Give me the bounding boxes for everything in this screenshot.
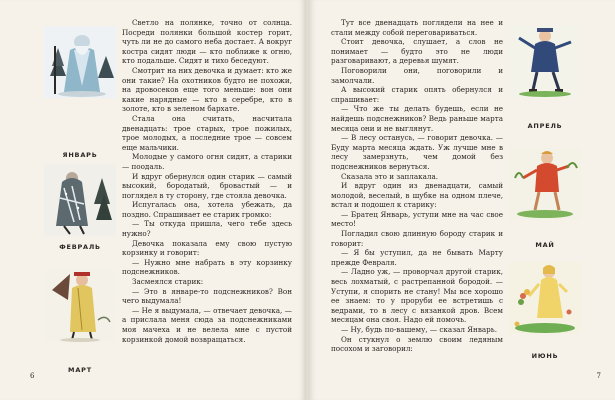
paragraph: — Нужно мне набрать в эту корзинку подснежников. <box>122 257 292 277</box>
right-page <box>309 0 615 400</box>
paragraph: Он стукнул о землю своим ледяным посохом и заговорил: <box>331 334 503 354</box>
paragraph: — В лесу останусь, — говорит девочка. — Буду марта месяца ждать. Уж лучше мне в лесу замерзнуть, чем домой без подснежников вернуться. <box>331 133 503 171</box>
april-illustration <box>509 26 581 98</box>
paragraph: Поговорили они, поговорили и замолчали. <box>331 65 503 85</box>
paragraph: Погладил свою длинную бороду старик и говорит: <box>331 229 503 248</box>
right-page-text <box>331 18 503 354</box>
paragraph: — Не я выдумала, — отвечает девочка, — а прислала меня сюда за подснежниками моя мачеха и не велела мне с пустой корзинкой домой возвращаться. <box>122 305 292 344</box>
illustration-caption: ЯНВАРЬ <box>62 151 98 159</box>
paragraph: Молодые у самого огня сидят, а старики — поодаль. <box>122 152 292 171</box>
illustration-caption: МАРТ <box>68 366 92 374</box>
illustration-caption: АПРЕЛЬ <box>527 122 563 130</box>
page-number: 6 <box>30 372 35 380</box>
february-illustration <box>44 164 116 236</box>
illustration-caption: ФЕВРАЛЬ <box>59 243 101 251</box>
paragraph: Светло на полянке, точно от солнца. Посреди полянки большой костер горит, чуть ли не до самого неба достает. А вокруг костра сидят люди — кто поближе к огню, кто подальше. Сидят и тихо беседуют. <box>122 18 292 66</box>
paragraph: Тут все двенадцать поглядели на нее и стали между собой переговариваться. <box>331 18 503 37</box>
paragraph: Испугалась она, хотела убежать, да поздно. Спрашивает ее старик громко: <box>122 200 292 219</box>
paragraph: И вдруг обернулся один старик — самый высокий, бородатый, бровастый — и поглядел в ту сторону, где стояла девочка. <box>122 171 292 200</box>
march-illustration <box>44 270 116 342</box>
paragraph: — Братец Январь, уступи мне на час свое место! <box>331 209 503 229</box>
paragraph: — Это в январе-то подснежников? Вон чего выдумала! <box>122 286 292 306</box>
may-illustration <box>509 148 581 220</box>
left-page <box>0 0 306 400</box>
paragraph: — Я бы уступил, да не бывать Марту прежде Февраля. <box>331 248 503 267</box>
paragraph: Смотрит на них девочка и думает: кто же они такие? На охотников будто не похожи, на дровосеков еще того меньше: вон они какие нарядные — кто в серебре, кто в золоте, кто в зеленом бархате. <box>122 65 292 114</box>
paragraph: Стоит девочка, слушает, а слов не понимает — будто это не люди разговаривают, а деревья шумят. <box>331 37 503 66</box>
paragraph: — Ладно уж, — проворчал другой старик, весь лохматый, с растрепанной бородой. — Уступи, я спорить не стану! Мы все хорошо ее знаем: то у проруби ее встретишь с ведрами, то в лесу с вязанкой дров. Всем месяцам она своя. Надо ей помочь. <box>331 267 503 325</box>
paragraph: — Ну, будь по-вашему, — сказал Январь. <box>341 325 497 334</box>
paragraph: — Ты откуда пришла, чего тебе здесь нужно? <box>122 219 292 239</box>
january-illustration <box>44 26 116 98</box>
illustration-caption: МАЙ <box>535 241 555 249</box>
paragraph: Засмеялся старик: <box>132 277 204 287</box>
paragraph: Стала она считать, насчитала двенадцать: трое старых, трое пожилых, трое молодых, а последние трое — совсем еще мальчики. <box>122 113 292 152</box>
paragraph: Сказала это и заплакала. <box>341 171 439 181</box>
paragraph: — Что же ты делать будешь, если не найдешь подснежников? Ведь раньше марта месяца они и не выглянут. <box>331 104 503 133</box>
left-page-text <box>122 18 292 344</box>
illustration-caption: ИЮНЬ <box>531 352 559 360</box>
paragraph: И вдруг один из двенадцати, самый молодой, веселый, в шубке на одном плече, встал и подошел к старику: <box>331 181 503 210</box>
june-illustration <box>509 262 581 334</box>
page-number: 7 <box>596 372 601 380</box>
paragraph: А высокий старик опять обернулся и спрашивает: <box>331 85 503 104</box>
paragraph: Девочка показала ему свою пустую корзинку и говорит: <box>122 238 292 258</box>
